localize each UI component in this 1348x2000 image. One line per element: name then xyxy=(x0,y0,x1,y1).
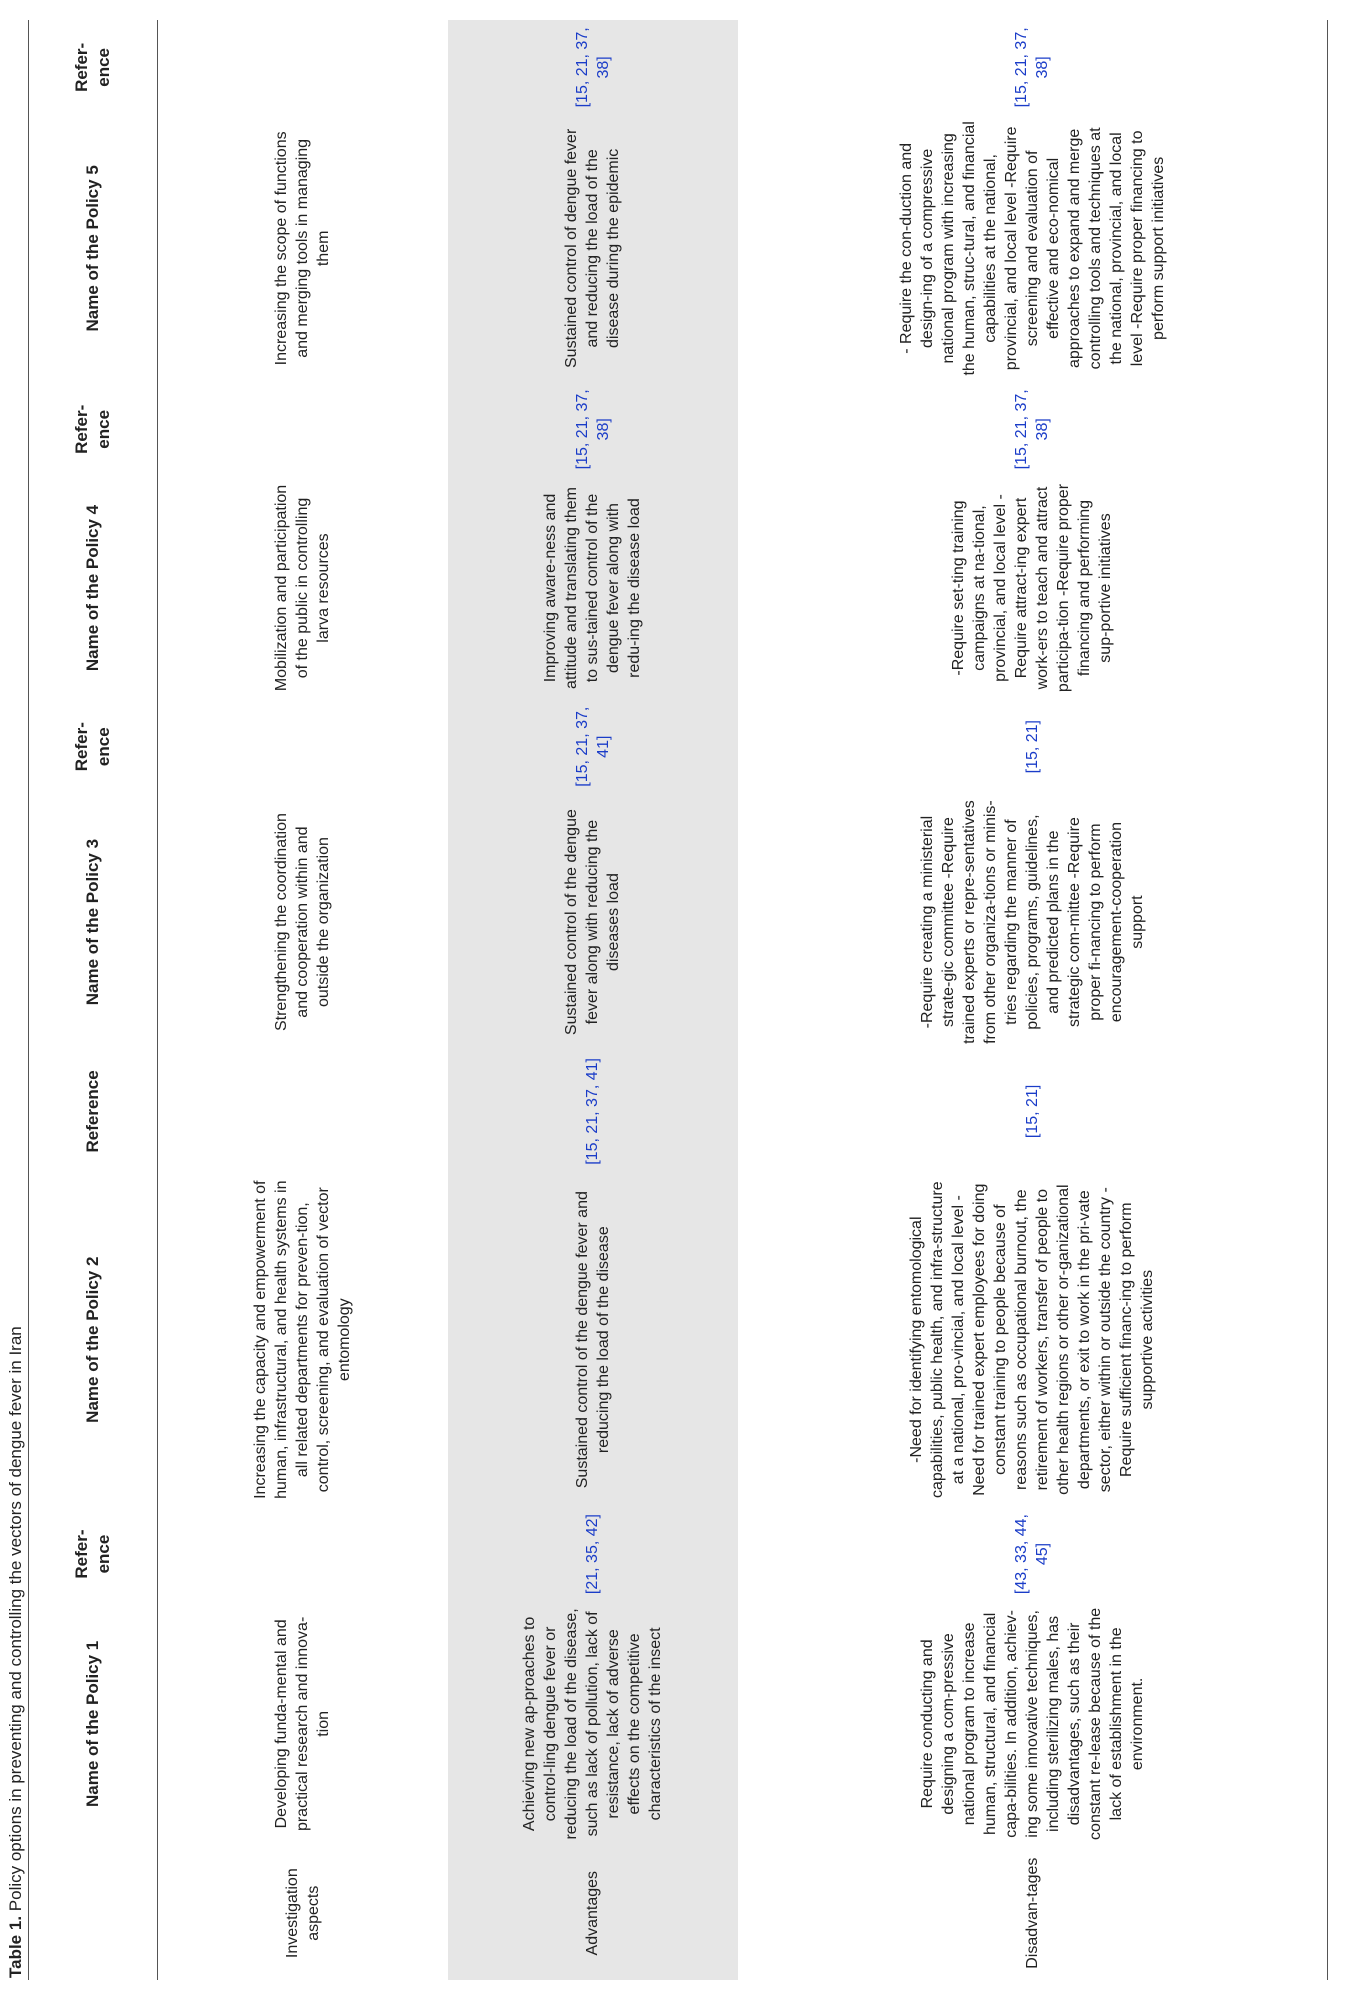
policy-4-cell: Improving aware-ness and attitude and translating them to sus-tained control of the dengue fever along with redu-ing the disease load xyxy=(448,477,738,700)
reference-4-cell xyxy=(158,382,448,477)
policy-1-cell: Developing funda-mental and practical research and innova-tion xyxy=(273,1616,333,1832)
header-reference-4: Refer-ence xyxy=(29,382,158,477)
policy-1-cell: Require conducting and designing a com-pressive national program to increase human, structural, and financial capa-bilities. In addition, achiev-ing some innovative techniques, including sterilizing males, has disadvantages, such as their constant re-lease because of the lack of establishment in the environment. xyxy=(918,1607,1146,1840)
row-aspect: Investigation aspects xyxy=(283,1868,322,1959)
reference-1-cell: [43, 33, 44, 45] xyxy=(1013,1514,1052,1595)
reference-1-cell: [21, 35, 42] xyxy=(448,1507,738,1602)
header-policy-3: Name of the Policy 3 xyxy=(29,794,158,1050)
policy-5-cell: - Require the con-duction and design-ing of a compressive national program with increasing the human, struc-tural, and financial capabilities at the national, provincial, and local level -Require screening and evaluation of effective and eco-nomical approaches to expand and merge controlling tools and techniques at the national, provincial, and local level -Require proper financing to perform support initiatives xyxy=(897,121,1167,376)
header-reference-2: Reference xyxy=(29,1050,158,1173)
reference-4-cell: [15, 21, 37, 38] xyxy=(1013,389,1052,470)
header-policy-5: Name of the Policy 5 xyxy=(29,115,158,382)
policy-2-cell: -Need for identifying entomological capabilities, public health, and infra-structure at a national, pro-vincial, and local level -Need for trained expert employees for doing constant training to people because of reasons such as occupational burnout, the retirement of workers, transfer of people to other health regions or other or-ganizational departments, or exit to work in the pri-vate sector, either within or outside the country -Require sufficient financ-ing to perform supportive activities xyxy=(908,1181,1157,1498)
reference-2-cell: [15, 21, 37, 41] xyxy=(448,1050,738,1173)
table-caption xyxy=(6,1326,26,1978)
caption-label: Table 1. xyxy=(6,1915,25,1978)
header-aspect xyxy=(29,1846,158,1980)
reference-5-cell xyxy=(158,20,448,115)
policy-1-cell: Achieving new ap-proaches to control-ling dengue fever or reducing the load of the disease, such as lack of pollution, lack of resistance, lack of adverse effects on the competitive characteristics of the insect xyxy=(448,1601,738,1846)
policy-5-cell: Increasing the scope of functions and merging tools in managing them xyxy=(273,131,333,366)
header-reference-1: Refer-ence xyxy=(29,1507,158,1602)
policy-3-cell: Sustained control of the dengue fever along with reducing the diseases load xyxy=(448,794,738,1050)
policy-5-cell: Sustained control of dengue fever and reducing the load of the disease during the epidemic xyxy=(448,115,738,382)
row-aspect: Disadvan-tages xyxy=(1023,1857,1041,1969)
reference-5-cell: [15, 21, 37, 38] xyxy=(448,20,738,115)
policy-3-cell: -Require creating a ministerial strate-gic committee -Require trained experts or repre-sentatives from other organiza-tions or minis-tries regarding the manner of policies, programs, guidelines, and predicted plans in the strategic com-mittee -Require proper fi-nancing to perform encouragement-cooperation support xyxy=(918,800,1146,1044)
table-row-investigation xyxy=(158,20,448,1980)
header-policy-1: Name of the Policy 1 xyxy=(29,1601,158,1846)
row-aspect: Advantages xyxy=(448,1846,738,1980)
caption-text: Policy options in preventing and controlling the vectors of dengue fever in Iran xyxy=(6,1326,25,1916)
policy-3-cell: Strengthening the coordination and cooperation within and outside the organization xyxy=(273,813,333,1032)
table-row-advantages xyxy=(448,20,738,1980)
reference-3-cell: [15, 21, 37, 41] xyxy=(448,699,738,794)
reference-5-cell: [15, 21, 37, 38] xyxy=(1013,27,1052,108)
header-policy-4: Name of the Policy 4 xyxy=(29,477,158,700)
policy-table xyxy=(28,20,1328,1980)
reference-3-cell xyxy=(158,699,448,794)
reference-1-cell xyxy=(158,1507,448,1602)
header-policy-2: Name of the Policy 2 xyxy=(29,1173,158,1507)
header-reference-5: Refer-ence xyxy=(29,20,158,115)
table-row-disadvantages xyxy=(738,20,1328,1980)
reference-3-cell: [15, 21] xyxy=(1023,720,1041,774)
policy-4-cell: Mobilization and participation of the public in controlling larva resources xyxy=(273,484,333,692)
policy-2-cell: Sustained control of the dengue fever and reducing the load of the disease xyxy=(448,1173,738,1507)
header-reference-3: Refer-ence xyxy=(29,699,158,794)
reference-2-cell: [15, 21] xyxy=(1023,1084,1041,1139)
reference-2-cell xyxy=(158,1050,448,1173)
policy-4-cell: -Require set-ting training campaigns at na-tional, provincial, and local level -Require attract-ing expert work-ers to teach and attract participa-tion -Require proper financing and performing sup-portive initiatives xyxy=(950,483,1115,693)
policy-2-cell: Increasing the capacity and empowerment of human, infrastructural, and health systems in all related departments for preven-tion, control, screening, and evaluation of vector entomology xyxy=(252,1180,354,1499)
header-row xyxy=(29,20,158,1980)
reference-4-cell: [15, 21, 37, 38] xyxy=(448,382,738,477)
